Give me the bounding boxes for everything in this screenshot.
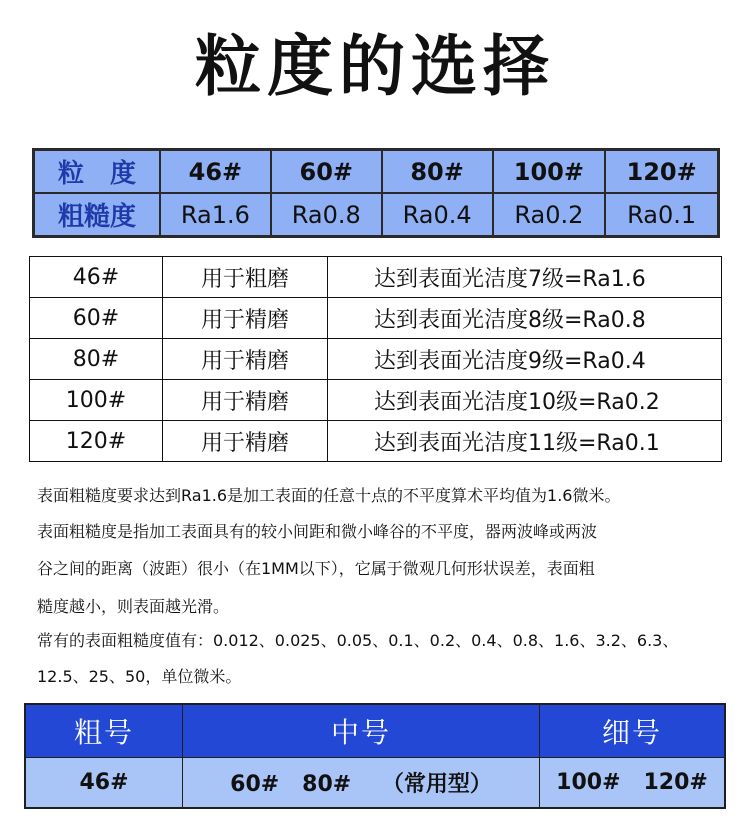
table-row: [30, 339, 722, 380]
medium-value: 60# 80# （常用型）: [183, 758, 540, 809]
grit-value: 46#: [30, 257, 163, 298]
result-value: 达到表面光洁度11级=Ra0.1: [328, 421, 722, 462]
category-value-row: [25, 758, 725, 809]
roughness-cell: Ra0.8: [271, 193, 382, 236]
grit-value: 60#: [30, 298, 163, 339]
category-table: [24, 703, 726, 809]
grit-cell: 120#: [605, 150, 718, 193]
result-value: 达到表面光洁度9级=Ra0.4: [328, 339, 722, 380]
roughness-cell: Ra0.1: [605, 193, 718, 236]
table-row: [30, 298, 722, 339]
grit-row-header: 粒 度: [34, 150, 160, 193]
page-title: 粒度的选择: [195, 28, 555, 105]
result-value: 达到表面光洁度7级=Ra1.6: [328, 257, 722, 298]
table-row: [30, 257, 722, 298]
coarse-header: 粗号: [25, 704, 183, 758]
roughness-row: [34, 193, 718, 236]
category-header-row: [25, 704, 725, 758]
usage-value: 用于粗磨: [163, 257, 328, 298]
grit-roughness-grid: [32, 148, 720, 238]
usage-value: 用于精磨: [163, 421, 328, 462]
medium-header: 中号: [183, 704, 540, 758]
table-row: [30, 421, 722, 462]
result-value: 达到表面光洁度10级=Ra0.2: [328, 380, 722, 421]
coarse-value: 46#: [25, 758, 183, 809]
roughness-cell: Ra0.2: [493, 193, 606, 236]
fine-value: 100# 120#: [540, 758, 726, 809]
description-line: 表面粗糙度是指加工表面具有的较小间距和微小峰谷的不平度，器两波峰或两波: [37, 522, 598, 541]
roughness-cell: Ra1.6: [160, 193, 271, 236]
description-line: 表面粗糙度要求达到Ra1.6是加工表面的任意十点的不平度算术平均值为1.6微米。: [37, 486, 621, 505]
result-value: 达到表面光洁度8级=Ra0.8: [328, 298, 722, 339]
grit-cell: 60#: [271, 150, 382, 193]
usage-table: [29, 256, 722, 462]
usage-value: 用于精磨: [163, 298, 328, 339]
roughness-cell: Ra0.4: [382, 193, 493, 236]
grit-row: [34, 150, 718, 193]
grit-value: 100#: [30, 380, 163, 421]
grit-value: 80#: [30, 339, 163, 380]
usage-value: 用于精磨: [163, 380, 328, 421]
roughness-row-header: 粗糙度: [34, 193, 160, 236]
description-line: 12.5、25、50，单位微米。: [37, 667, 242, 686]
grit-cell: 46#: [160, 150, 271, 193]
usage-value: 用于精磨: [163, 339, 328, 380]
grit-cell: 100#: [493, 150, 606, 193]
description-line: 常有的表面粗糙度值有：0.012、0.025、0.05、0.1、0.2、0.4、0.8、1.6、3.2、6.3、: [37, 631, 679, 650]
fine-header: 细号: [540, 704, 726, 758]
description-line: 糙度越小，则表面越光滑。: [37, 597, 230, 616]
description-line: 谷之间的距离（波距）很小（在1MM以下），它属于微观几何形状误差，表面粗: [37, 559, 595, 578]
grit-value: 120#: [30, 421, 163, 462]
grit-cell: 80#: [382, 150, 493, 193]
table-row: [30, 380, 722, 421]
